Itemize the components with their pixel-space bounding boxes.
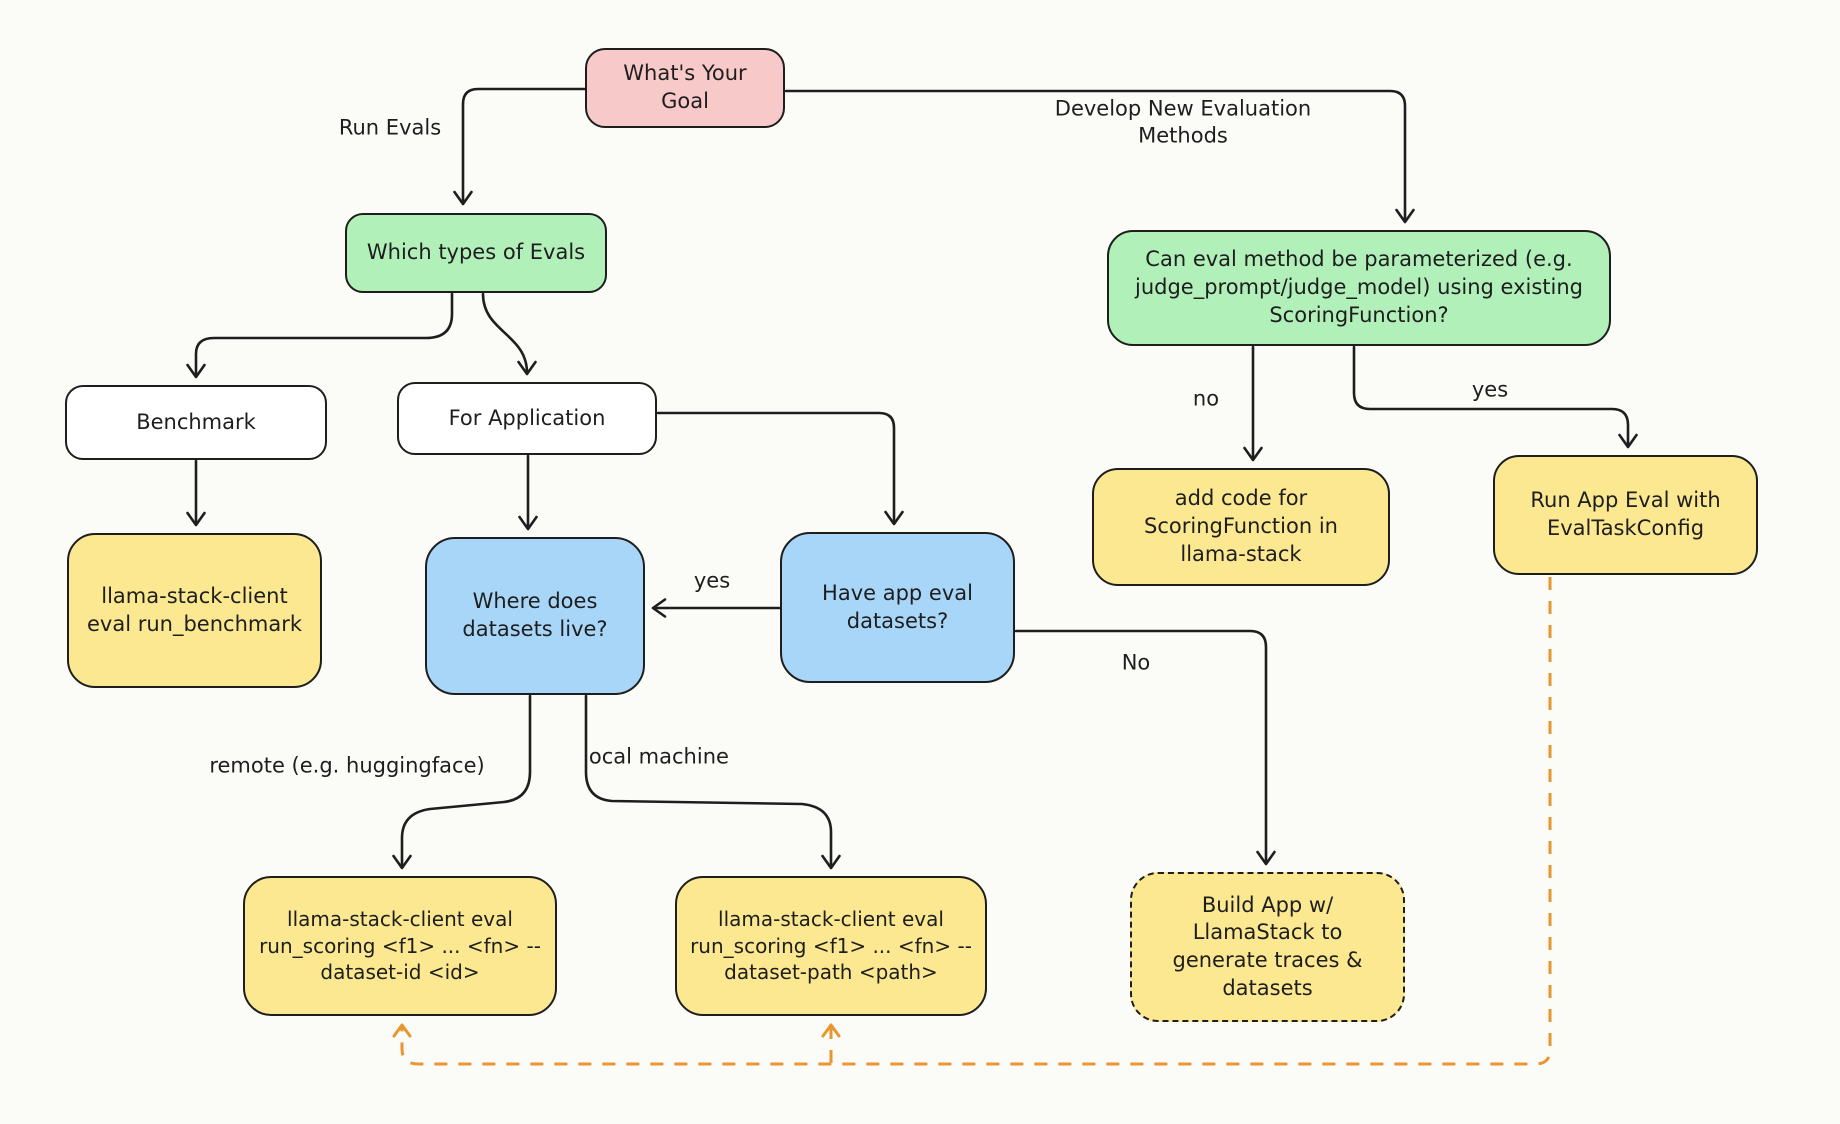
node-which-types-of-evals	[345, 213, 607, 293]
edge-which-types-to-for-application	[483, 294, 527, 373]
edge-label-yes-have-datasets: yes	[693, 568, 731, 593]
node-for-application	[397, 382, 657, 455]
node-which-types-of-evals-label: Which types of Evals	[366, 240, 586, 265]
node-build-app-with-llamastack	[1130, 872, 1405, 1022]
edge-for-application-to-have-app-datasets	[658, 413, 894, 523]
node-run-benchmark-command-label: llama-stack-client eval run_benchmark	[86, 583, 302, 636]
node-have-app-eval-datasets-label: Have app eval datasets?	[822, 580, 973, 633]
node-run-app-eval-with-evaltaskconfig-label: Run App Eval with EvalTaskConfig	[1530, 488, 1721, 540]
edge-label-remote-huggingface: remote (e.g. huggingface)	[209, 753, 485, 778]
node-build-app-with-llamastack-label: Build App w/ LlamaStack to generate traces & datasets	[1172, 892, 1363, 1000]
node-add-code-for-scoringfunction	[1092, 468, 1390, 586]
node-run-scoring-dataset-id-label: llama-stack-client eval run_scoring <f1> ... <fn> --dataset-id <id>	[259, 907, 541, 985]
edge-which-types-to-benchmark	[196, 294, 452, 376]
node-benchmark-label: Benchmark	[136, 409, 256, 434]
node-run-app-eval-with-evaltaskconfig	[1493, 455, 1758, 575]
edge-where-datasets-local-to-scoring-dataset-path	[586, 696, 831, 867]
edge-label-local-machine: local machine	[583, 744, 729, 769]
edge-label-develop-new-evaluation-methods: Develop New Evaluation Methods	[1054, 96, 1312, 148]
node-whats-your-goal-label: What's Your Goal	[623, 61, 747, 113]
node-run-scoring-dataset-path	[675, 876, 987, 1016]
node-where-does-datasets-live-label: Where does datasets live?	[462, 589, 608, 641]
node-add-code-for-scoringfunction-label: add code for ScoringFunction in llama-stack	[1144, 486, 1338, 566]
node-have-app-eval-datasets	[780, 532, 1015, 683]
node-for-application-label: For Application	[448, 405, 606, 430]
node-benchmark	[65, 385, 327, 460]
edge-label-yes-param: yes	[1471, 377, 1509, 402]
node-can-eval-method-be-parameterized-label: Can eval method be parameterized (e.g. judge_prompt/judge_model) using existing ScoringFunction?	[1134, 247, 1583, 327]
edge-where-datasets-remote-to-scoring-dataset-id	[402, 696, 530, 867]
node-where-does-datasets-live	[425, 537, 645, 695]
node-run-benchmark-command	[67, 533, 322, 688]
node-run-scoring-dataset-id	[243, 876, 557, 1016]
node-can-eval-method-be-parameterized	[1107, 230, 1611, 346]
node-whats-your-goal	[585, 48, 785, 128]
edge-label-run-evals: Run Evals	[338, 115, 442, 140]
edge-label-no-param: no	[1192, 386, 1220, 411]
edge-goal-to-which-types	[463, 89, 585, 203]
node-run-scoring-dataset-path-label: llama-stack-client eval run_scoring <f1> ... <fn> --dataset-path <path>	[690, 907, 972, 985]
edge-label-no-have-datasets: No	[1121, 650, 1151, 675]
